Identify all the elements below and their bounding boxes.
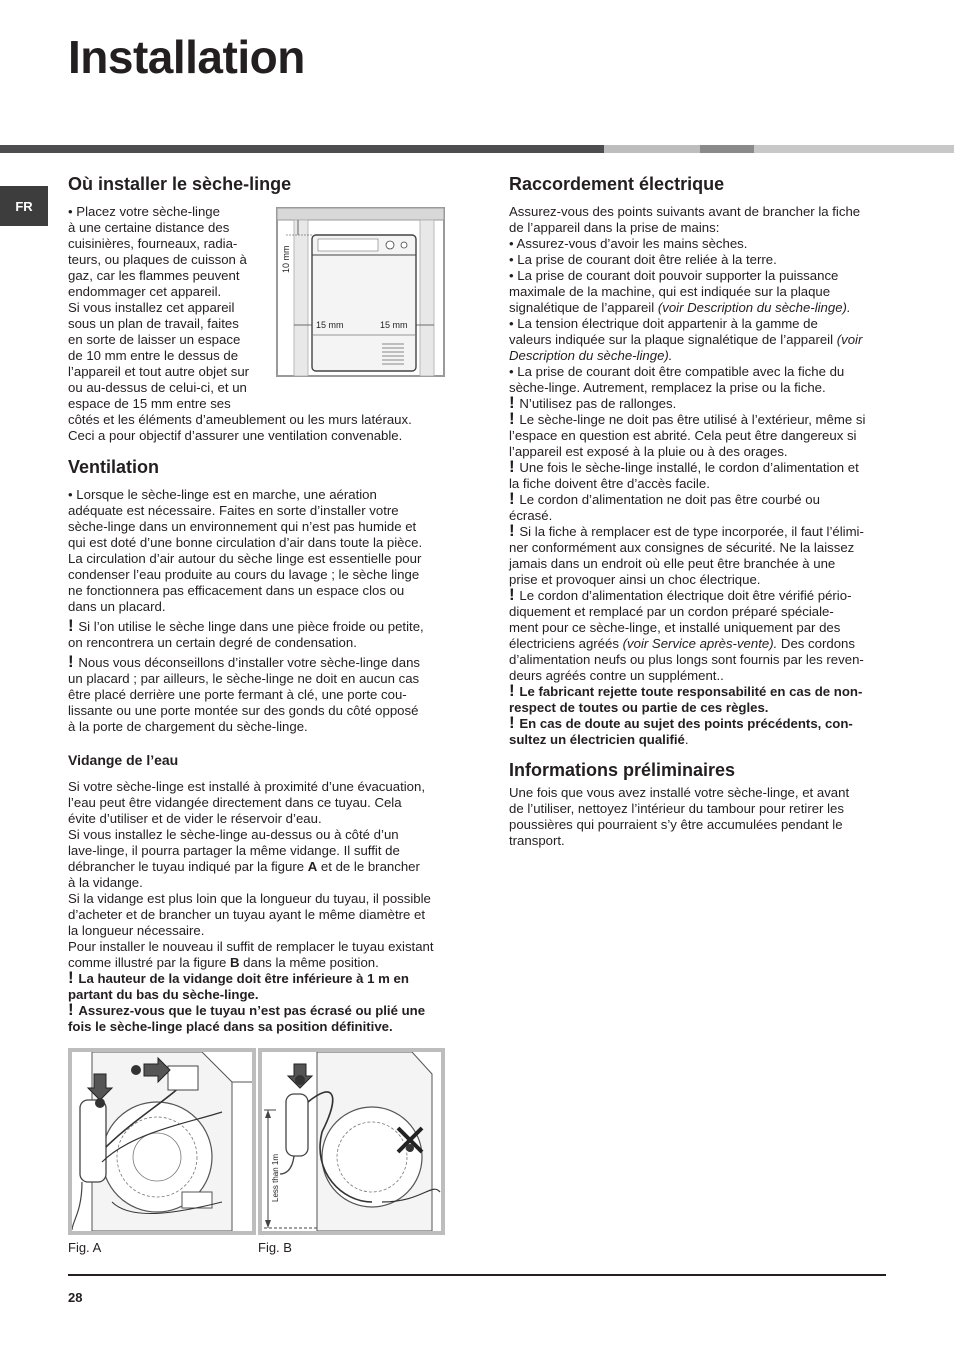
heading-electric: Raccordement électrique — [509, 174, 725, 194]
warning-line: ! Assurez-vous que le tuyau n’est pas écrasé ou plié une — [68, 1000, 426, 1019]
text-line: ne fonctionnera pas efficacement dans un espace clos ou — [68, 583, 405, 598]
text-line: l’eau peut être vidangée directement dans ce tuyau. Cela — [68, 795, 402, 810]
text-line: l’appareil est exposé à la pluie ou à des orages. — [509, 444, 788, 459]
warning-line: ! En cas de doute au sujet des points précédents, con- — [509, 713, 853, 732]
text-line: dans un placard. — [68, 599, 166, 614]
text-line: on rencontrera un certain degré de condensation. — [68, 635, 357, 650]
text-line: Ceci a pour objectif d’assurer une ventilation convenable. — [68, 428, 403, 443]
right-gap-label: 15 mm — [380, 320, 408, 330]
text-line: comme illustré par la figure B dans la même position. — [68, 955, 379, 970]
text-line: Si votre sèche-linge est installé à proximité d’une évacuation, — [68, 779, 425, 794]
figure-b-height-label: Less than 1m — [271, 1153, 280, 1202]
text-line: valeurs indiquée sur la plaque signalétique de l’appareil (voir — [509, 332, 863, 347]
footer-rule — [68, 1274, 886, 1276]
text-line: La circulation d’air autour du sèche linge est essentielle pour — [68, 551, 422, 566]
text-line: lave-linge, il pourra partager la même vidange. Il suffit de — [68, 843, 400, 858]
header-bar-light-end — [754, 145, 954, 153]
text-line: • La tension électrique doit appartenir à la gamme de — [509, 316, 818, 331]
ventilation-text — [68, 487, 458, 735]
warning-icon: ! — [68, 652, 79, 671]
text-line: partant du bas du sèche-linge. — [68, 987, 259, 1002]
text-line: • La prise de courant doit pouvoir supporter la puissance — [509, 268, 839, 283]
text-line: maximale de la machine, qui est indiquée sur la plaque — [509, 284, 831, 299]
warning-line: ! Le fabricant rejette toute responsabilité en cas de non- — [509, 681, 863, 700]
text-line: signalétique de l’appareil (voir Description du sèche-linge). — [509, 300, 851, 315]
text-line: jamais dans un endroit où elle peut être branchée à une — [509, 556, 836, 571]
text-line: • Placez votre sèche-linge — [68, 204, 220, 219]
warning-line: ! Le sèche-linge ne doit pas être utilisé à l’extérieur, même si — [509, 409, 866, 428]
text-line: endommager cet appareil. — [68, 284, 222, 299]
warning-line: ! Si la fiche à remplacer est de type incorporée, il faut l’élimi- — [509, 521, 864, 540]
clearance-diagram — [276, 207, 445, 377]
text-line: l’appareil et tout autre objet sur — [68, 364, 250, 379]
heading-drain: Vidange de l’eau — [68, 752, 179, 768]
text-line: respect de toutes ou partie de ces règles. — [509, 700, 769, 715]
text-line: Pour installer le nouveau il suffit de remplacer le tuyau existant — [68, 939, 434, 954]
text-line: ment pour ce sèche-linge, et installé uniquement par des — [509, 620, 841, 635]
text-line: espace de 15 mm entre ses — [68, 396, 231, 411]
text-line: Description du sèche-linge). — [509, 348, 673, 363]
text-line: poussières qui pourraient s’y être accumulées pendant le — [509, 817, 843, 832]
text-line: l’espace en question est abrité. Cela peut être dangereux si — [509, 428, 857, 443]
text-line: écrasé. — [509, 508, 553, 523]
text-line: ou au-dessus de celui-ci, et un — [68, 380, 247, 395]
text-line: à une certaine distance des — [68, 220, 230, 235]
text-line: gaz, car les flammes peuvent — [68, 268, 240, 283]
text-line: d’acheter et de brancher un tuyau ayant le même diamètre et — [68, 907, 426, 922]
header-bar-light — [604, 145, 700, 153]
text-line: • Lorsque le sèche-linge est en marche, une aération — [68, 487, 377, 502]
text-line: transport. — [509, 833, 565, 848]
figure-a-label: Fig. A — [68, 1240, 102, 1255]
heading-ventilation: Ventilation — [68, 457, 160, 477]
text-line: qui est doté d’une bonne circulation d’air dans toute la pièce. — [68, 535, 423, 550]
dryer-clearance-illustration — [276, 207, 445, 377]
text-line: Assurez-vous des points suivants avant de brancher la fiche — [509, 204, 861, 219]
text-line: sous un plan de travail, faites — [68, 316, 239, 331]
warning-icon: ! — [68, 616, 79, 635]
text-line: sultez un électricien qualifié. — [509, 732, 689, 747]
warning-line: ! Le cordon d’alimentation électrique doit être vérifié pério- — [509, 585, 852, 604]
text-line: côtés et les éléments d’ameublement ou les murs latéraux. — [68, 412, 412, 427]
text-line: Si la vidange est plus loin que la longueur du tuyau, il possible — [68, 891, 431, 906]
text-line: d’alimentation neufs ou plus longs sont fournis par les reven- — [509, 652, 864, 667]
figure-b — [258, 1048, 445, 1235]
figure-a — [68, 1048, 256, 1235]
header-bar-dark — [0, 145, 604, 153]
text-line: en sorte de laisser un espace — [68, 332, 241, 347]
warning-icon: ! — [509, 457, 520, 476]
figure-b-illustration — [262, 1052, 441, 1231]
text-line: à la porte de chargement du sèche-linge. — [68, 719, 308, 734]
text-line: Si vous installez le sèche-linge au-dessus ou à côté d’un — [68, 827, 399, 842]
text-line: adéquate est nécessaire. Faites en sorte d’installer votre — [68, 503, 399, 518]
text-line: évite d’utiliser et de vider le réservoir d’eau. — [68, 811, 322, 826]
warning-icon: ! — [68, 968, 79, 987]
text-line: condenser l’eau produite au cours du lavage ; le sèche linge — [68, 567, 420, 582]
figure-a-illustration — [72, 1052, 252, 1231]
text-line: ner conformément aux consignes de sécurité. Ne la laissez — [509, 540, 855, 555]
text-line: être placé derrière une porte fermant à clé, une porte cou- — [68, 687, 407, 702]
warning-icon: ! — [509, 585, 520, 604]
drain-text — [68, 779, 458, 1035]
text-line: deurs agréés contre un supplément.. — [509, 668, 724, 683]
warning-line: ! Si l’on utilise le sèche linge dans une pièce froide ou petite, — [68, 616, 424, 635]
warning-icon: ! — [509, 409, 520, 428]
warning-line: ! La hauteur de la vidange doit être inférieure à 1 m en — [68, 968, 409, 987]
text-line: à la vidange. — [68, 875, 143, 890]
left-gap-label: 15 mm — [316, 320, 344, 330]
warning-icon: ! — [509, 489, 520, 508]
text-line: teurs, ou plaques de cuisson à — [68, 252, 247, 267]
text-line: Une fois que vous avez installé votre sèche-linge, et avant — [509, 785, 850, 800]
text-line: Si vous installez cet appareil — [68, 300, 235, 315]
heading-prelim: Informations préliminaires — [509, 760, 736, 780]
electric-text — [509, 204, 899, 748]
prelim-text — [509, 785, 899, 849]
text-line: un placard ; par ailleurs, le sèche-linge ne doit en aucun cas — [68, 671, 420, 686]
warning-line: ! N’utilisez pas de rallonges. — [509, 393, 677, 412]
text-line: de l’utiliser, nettoyez l’intérieur du tambour pour retirer les — [509, 801, 844, 816]
text-line: de l’appareil dans la prise de mains: — [509, 220, 720, 235]
warning-icon: ! — [68, 1000, 79, 1019]
text-line: la longueur nécessaire. — [68, 923, 205, 938]
text-line: sèche-linge dans un environnement qui n’est pas humide et — [68, 519, 417, 534]
text-line: fois le sèche-linge placé dans sa position définitive. — [68, 1019, 393, 1034]
warning-icon: ! — [509, 681, 520, 700]
text-line: cuisinières, fourneaux, radia- — [68, 236, 238, 251]
top-gap-label: 10 mm — [281, 245, 291, 273]
warning-icon: ! — [509, 521, 520, 540]
text-line: débrancher le tuyau indiqué par la figure A et de le brancher — [68, 859, 420, 874]
text-line: • La prise de courant doit être compatible avec la fiche du — [509, 364, 845, 379]
warning-icon: ! — [509, 713, 520, 732]
figure-b-label: Fig. B — [258, 1240, 292, 1255]
text-line: • Assurez-vous d’avoir les mains sèches. — [509, 236, 748, 251]
heading-where: Où installer le sèche-linge — [68, 174, 292, 194]
right-column — [509, 173, 899, 849]
warning-line: ! Le cordon d’alimentation ne doit pas être courbé ou — [509, 489, 820, 508]
text-line: de 10 mm entre le dessus de — [68, 348, 239, 363]
text-line: prise et provoquer ainsi un choc électrique. — [509, 572, 761, 587]
language-tab: FR — [0, 186, 48, 226]
warning-icon: ! — [509, 393, 520, 412]
text-line: • La prise de courant doit être reliée à la terre. — [509, 252, 777, 267]
text-line: sèche-linge. Autrement, remplacez la prise ou la fiche. — [509, 380, 826, 395]
text-line: lissante ou une porte montée sur des gonds du côté opposé — [68, 703, 419, 718]
text-line: la fiche doivent être d’accès facile. — [509, 476, 710, 491]
warning-line: ! Nous vous déconseillons d’installer votre sèche-linge dans — [68, 652, 420, 671]
warning-line: ! Une fois le sèche-linge installé, le cordon d’alimentation et — [509, 457, 859, 476]
header-bar-mid — [700, 145, 754, 153]
page-title: Installation — [68, 31, 305, 83]
text-line: électriciens agréés (voir Service après-vente). Des cordons — [509, 636, 855, 651]
page-number: 28 — [68, 1290, 83, 1305]
text-line: diquement et remplacé par un cordon préparé spéciale- — [509, 604, 834, 619]
